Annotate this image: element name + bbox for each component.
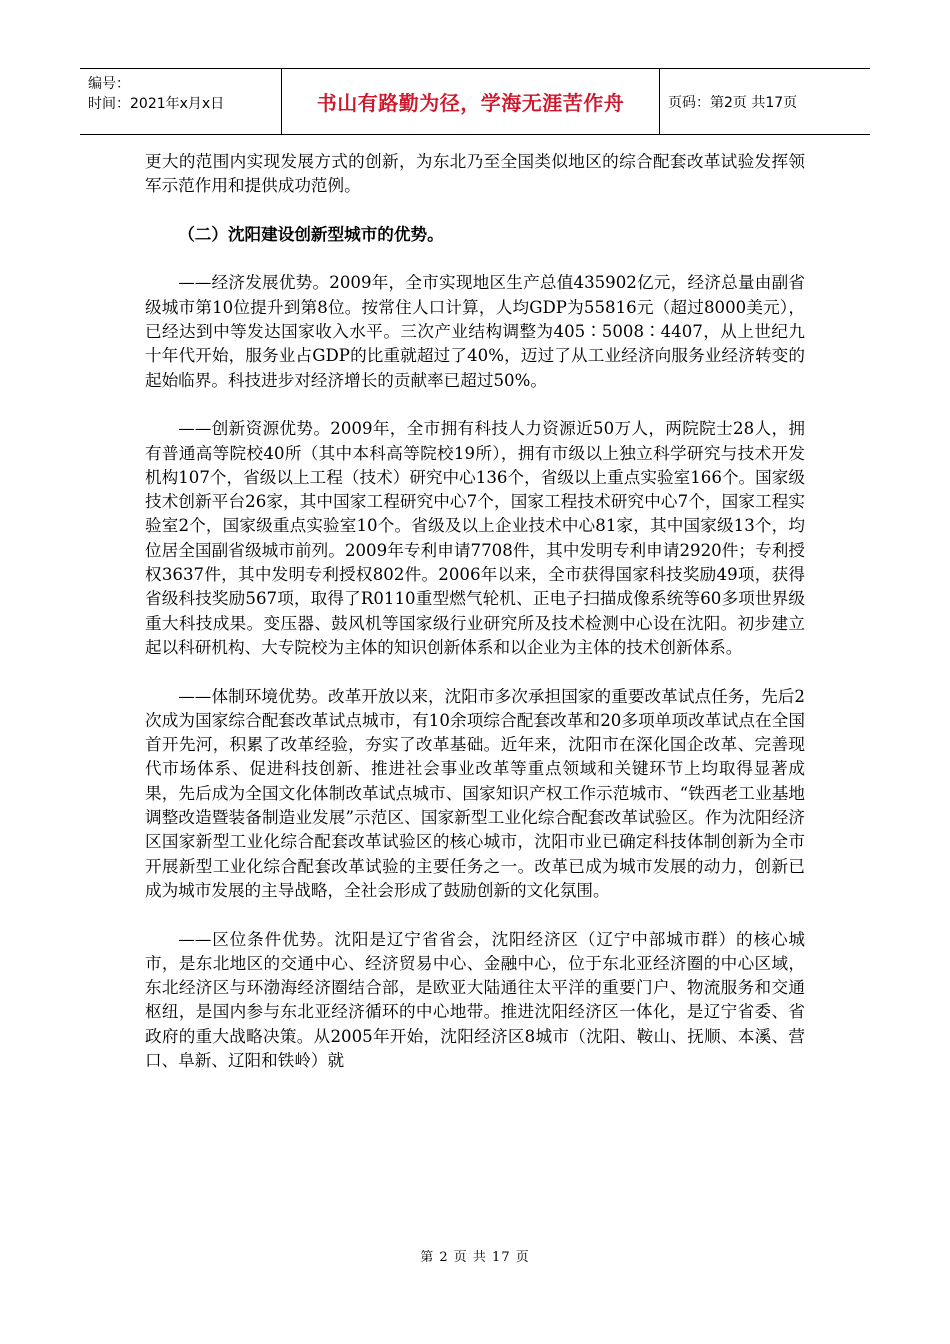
paragraph-continuation: 更大的范围内实现发展方式的创新，为东北乃至全国类似地区的综合配套改革试验发挥领军示范作用和提供成功范例。 bbox=[145, 152, 805, 196]
header-meta bbox=[80, 69, 282, 134]
page-info: 页码：第2页 共17页 bbox=[668, 94, 798, 111]
page-header bbox=[80, 68, 870, 135]
paragraph-system: ——体制环境优势。改革开放以来，沈阳市多次承担国家的重要改革试点任务，先后2次成为国家综合配套改革试点城市，有10余项综合配套改革和20多项单项改革试点在全国首开先河，积累了改革经验，夯实了改革基础。近年来，沈阳市在深化国企改革、完善现代市场体系、促进科技创新、推进社会事业改革等重点领域和关键环节上均取得显著成果，先后成为全国文化体制改革试点城市、国家知识产权工作示范城市、“铁西老工业基地调整改造暨装备制造业发展”示范区、国家新型工业化综合配套改革试验区。作为沈阳经济区国家新型工业化综合配套改革试验区的核心城市，沈阳市业已确定科技体制创新为全市开展新型工业化综合配套改革试验的主要任务之一。改革已成为城市发展的动力，创新已成为城市发展的主导战略，全社会形成了鼓励创新的文化氛围。 bbox=[145, 686, 805, 900]
header-motto-cell bbox=[282, 69, 660, 134]
number-label: 编号： bbox=[88, 76, 130, 92]
paragraph-economy: ——经济发展优势。2009年，全市实现地区生产总值435902亿元，经济总量由副省级城市第10位提升到第8位。按常住人口计算，人均GDP为55816元（超过8000美元），已经达到中等发达国家收入水平。三次产业结构调整为405∶5008∶4407，从上世纪九十年代开始，服务业占GDP的比重就超过了40%，迈过了从工业经济向服务业经济转变的起始临界。科技进步对经济增长的贡献率已超过50%。 bbox=[145, 273, 805, 390]
page-footer: 第 2 页 共 17 页 bbox=[420, 1250, 530, 1265]
paragraph-location: ——区位条件优势。沈阳是辽宁省省会，沈阳经济区（辽宁中部城市群）的核心城市，是东北地区的交通中心、经济贸易中心、金融中心，位于东北亚经济圈的中心区域，东北经济区与环渤海经济圈结合部，是欧亚大陆通往太平洋的重要门户、物流服务和交通枢纽，是国内参与东北亚经济循环的中心地带。推进沈阳经济区一体化，是辽宁省委、省政府的重大战略决策。从2005年开始，沈阳经济区8城市（沈阳、鞍山、抚顺、本溪、营口、阜新、辽阳和铁岭）就 bbox=[145, 929, 805, 1070]
header-page-cell bbox=[660, 69, 870, 134]
motto-text: 书山有路勤为径，学海无涯苦作舟 bbox=[316, 91, 625, 115]
paragraph-innovation: ——创新资源优势。2009年，全市拥有科技人力资源近50万人，两院院士28人，拥有普通高等院校40所（其中本科高等院校19所），拥有市级以上独立科学研究与技术开发机构107个，省级以上工程（技术）研究中心136个，省级以上重点实验室166个。国家级技术创新平台26家，其中国家工程研究中心7个，国家工程技术研究中心7个，国家工程实验室2个，国家级重点实验室10个。省级及以上企业技术中心81家，其中国家级13个，均位居全国副省级城市前列。2009年专利申请7708件，其中发明专利申请2920件；专利授权3637件，其中发明专利授权802件。2006年以来，全市获得国家科技奖励49项，获得省级科技奖励567项，取得了R0110重型燃气轮机、正电子扫描成像系统等60多项世界级重大科技成果。变压器、鼓风机等国家级行业研究所及技术检测中心设在沈阳。初步建立起以科研机构、大专院校为主体的知识创新体系和以企业为主体的技术创新体系。 bbox=[145, 419, 805, 657]
time-label: 时间：2021年x月x日 bbox=[88, 96, 225, 112]
document-body bbox=[145, 150, 805, 1098]
section-heading: （二）沈阳建设创新型城市的优势。 bbox=[178, 224, 444, 244]
